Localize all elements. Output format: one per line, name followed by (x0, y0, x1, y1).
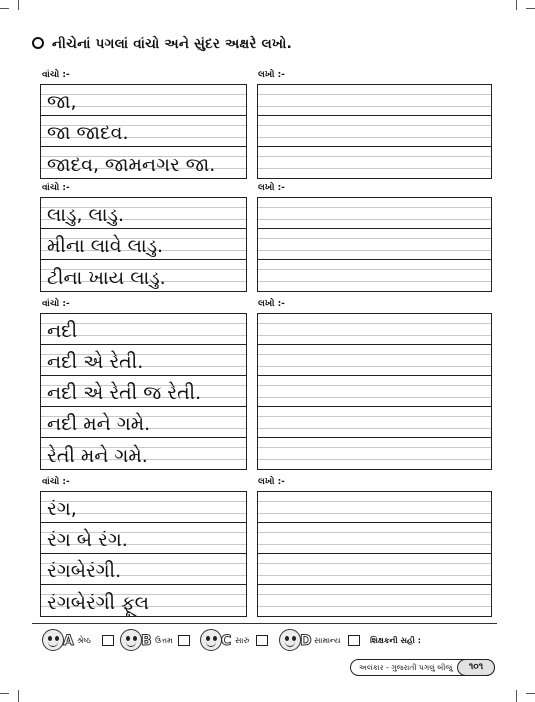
footer-divider (32, 623, 497, 624)
read-box (40, 84, 247, 179)
read-line: રંગ, (41, 492, 246, 523)
page-title (32, 36, 292, 52)
grade-checkbox[interactable] (178, 635, 190, 646)
grade-name: ઉત્તમ (155, 636, 173, 645)
write-box[interactable] (257, 313, 492, 470)
crop-mark (0, 693, 9, 694)
book-title: અલંકાર - ગુજરાતી પગલું બીજું (359, 663, 453, 672)
crop-mark (516, 0, 517, 10)
grade-checkbox[interactable] (102, 635, 114, 646)
read-line: લાડુ, લાડુ. (41, 198, 246, 229)
write-box[interactable] (257, 197, 492, 292)
grade-name: સારું (235, 636, 250, 645)
read-label: વાંચો :- (42, 477, 70, 487)
smiley-face-icon (42, 629, 64, 651)
writing-line[interactable] (258, 438, 491, 469)
writing-line[interactable] (258, 407, 491, 438)
grade-checkbox[interactable] (256, 635, 268, 646)
read-label: વાંચો :- (42, 299, 70, 309)
page-number: ૧૦૧ (457, 659, 495, 676)
grade-letter: D (300, 633, 312, 649)
grade-letter: C (221, 633, 232, 649)
smiley-face-icon (200, 629, 222, 651)
writing-line[interactable] (258, 85, 491, 116)
crop-mark (18, 0, 19, 10)
grade-letter: A (63, 633, 74, 649)
read-line: નદી એ રેતી જ રેતી. (41, 376, 246, 407)
writing-line[interactable] (258, 523, 491, 554)
write-label: લખો :- (258, 70, 285, 80)
crop-mark (516, 690, 517, 702)
read-line: નદી એ રેતી. (41, 345, 246, 376)
writing-line[interactable] (258, 554, 491, 585)
write-box[interactable] (257, 84, 492, 179)
writing-line[interactable] (258, 492, 491, 523)
write-label: લખો :- (258, 299, 285, 309)
teacher-signature-label: શિક્ષકની સહી : (370, 636, 421, 645)
writing-line[interactable] (258, 314, 491, 345)
read-line: રંગ બે રંગ. (41, 523, 246, 554)
smiley-face-icon (120, 629, 142, 651)
writing-line[interactable] (258, 376, 491, 407)
write-label: લખો :- (258, 477, 285, 487)
grade-name: શ્રેષ્ઠ (77, 636, 91, 645)
read-box (40, 197, 247, 292)
writing-line[interactable] (258, 147, 491, 178)
writing-line[interactable] (258, 229, 491, 260)
read-line: રેતી મને ગમે. (41, 438, 246, 469)
crop-mark (18, 690, 19, 702)
grade-name: સામાન્ય (314, 636, 341, 645)
writing-line[interactable] (258, 198, 491, 229)
read-label: વાંચો :- (42, 183, 70, 193)
instruction-text: નીચેનાં પગલાં વાંચો અને સુંદર અક્ષરે લખો. (52, 36, 292, 52)
writing-line[interactable] (258, 116, 491, 147)
crop-mark (526, 8, 535, 9)
read-line: જાદવ, જામનગર જા. (41, 147, 246, 178)
read-label: વાંચો :- (42, 70, 70, 80)
writing-line[interactable] (258, 585, 491, 616)
read-line: જા જાદવ. (41, 116, 246, 147)
writing-line[interactable] (258, 260, 491, 291)
read-line: મીના લાવે લાડુ. (41, 229, 246, 260)
page-footer-badge (350, 659, 495, 676)
read-box (40, 313, 247, 470)
write-box[interactable] (257, 491, 492, 617)
crop-mark (526, 693, 535, 694)
read-line: નદી મને ગમે. (41, 407, 246, 438)
read-line: રંગબેરંગી. (41, 554, 246, 585)
grade-checkbox[interactable] (348, 635, 360, 646)
writing-line[interactable] (258, 345, 491, 376)
read-line: જા, (41, 85, 246, 116)
read-line: નદી (41, 314, 246, 345)
write-label: લખો :- (258, 183, 285, 193)
read-line: ટીના ખાય લાડુ. (41, 260, 246, 291)
read-box (40, 491, 247, 617)
read-line: રંગબેરંગી ફૂલ (41, 585, 246, 616)
crop-mark (0, 8, 9, 9)
circle-bullet-icon (32, 37, 44, 49)
smiley-face-icon (279, 629, 301, 651)
grade-letter: B (141, 633, 152, 649)
